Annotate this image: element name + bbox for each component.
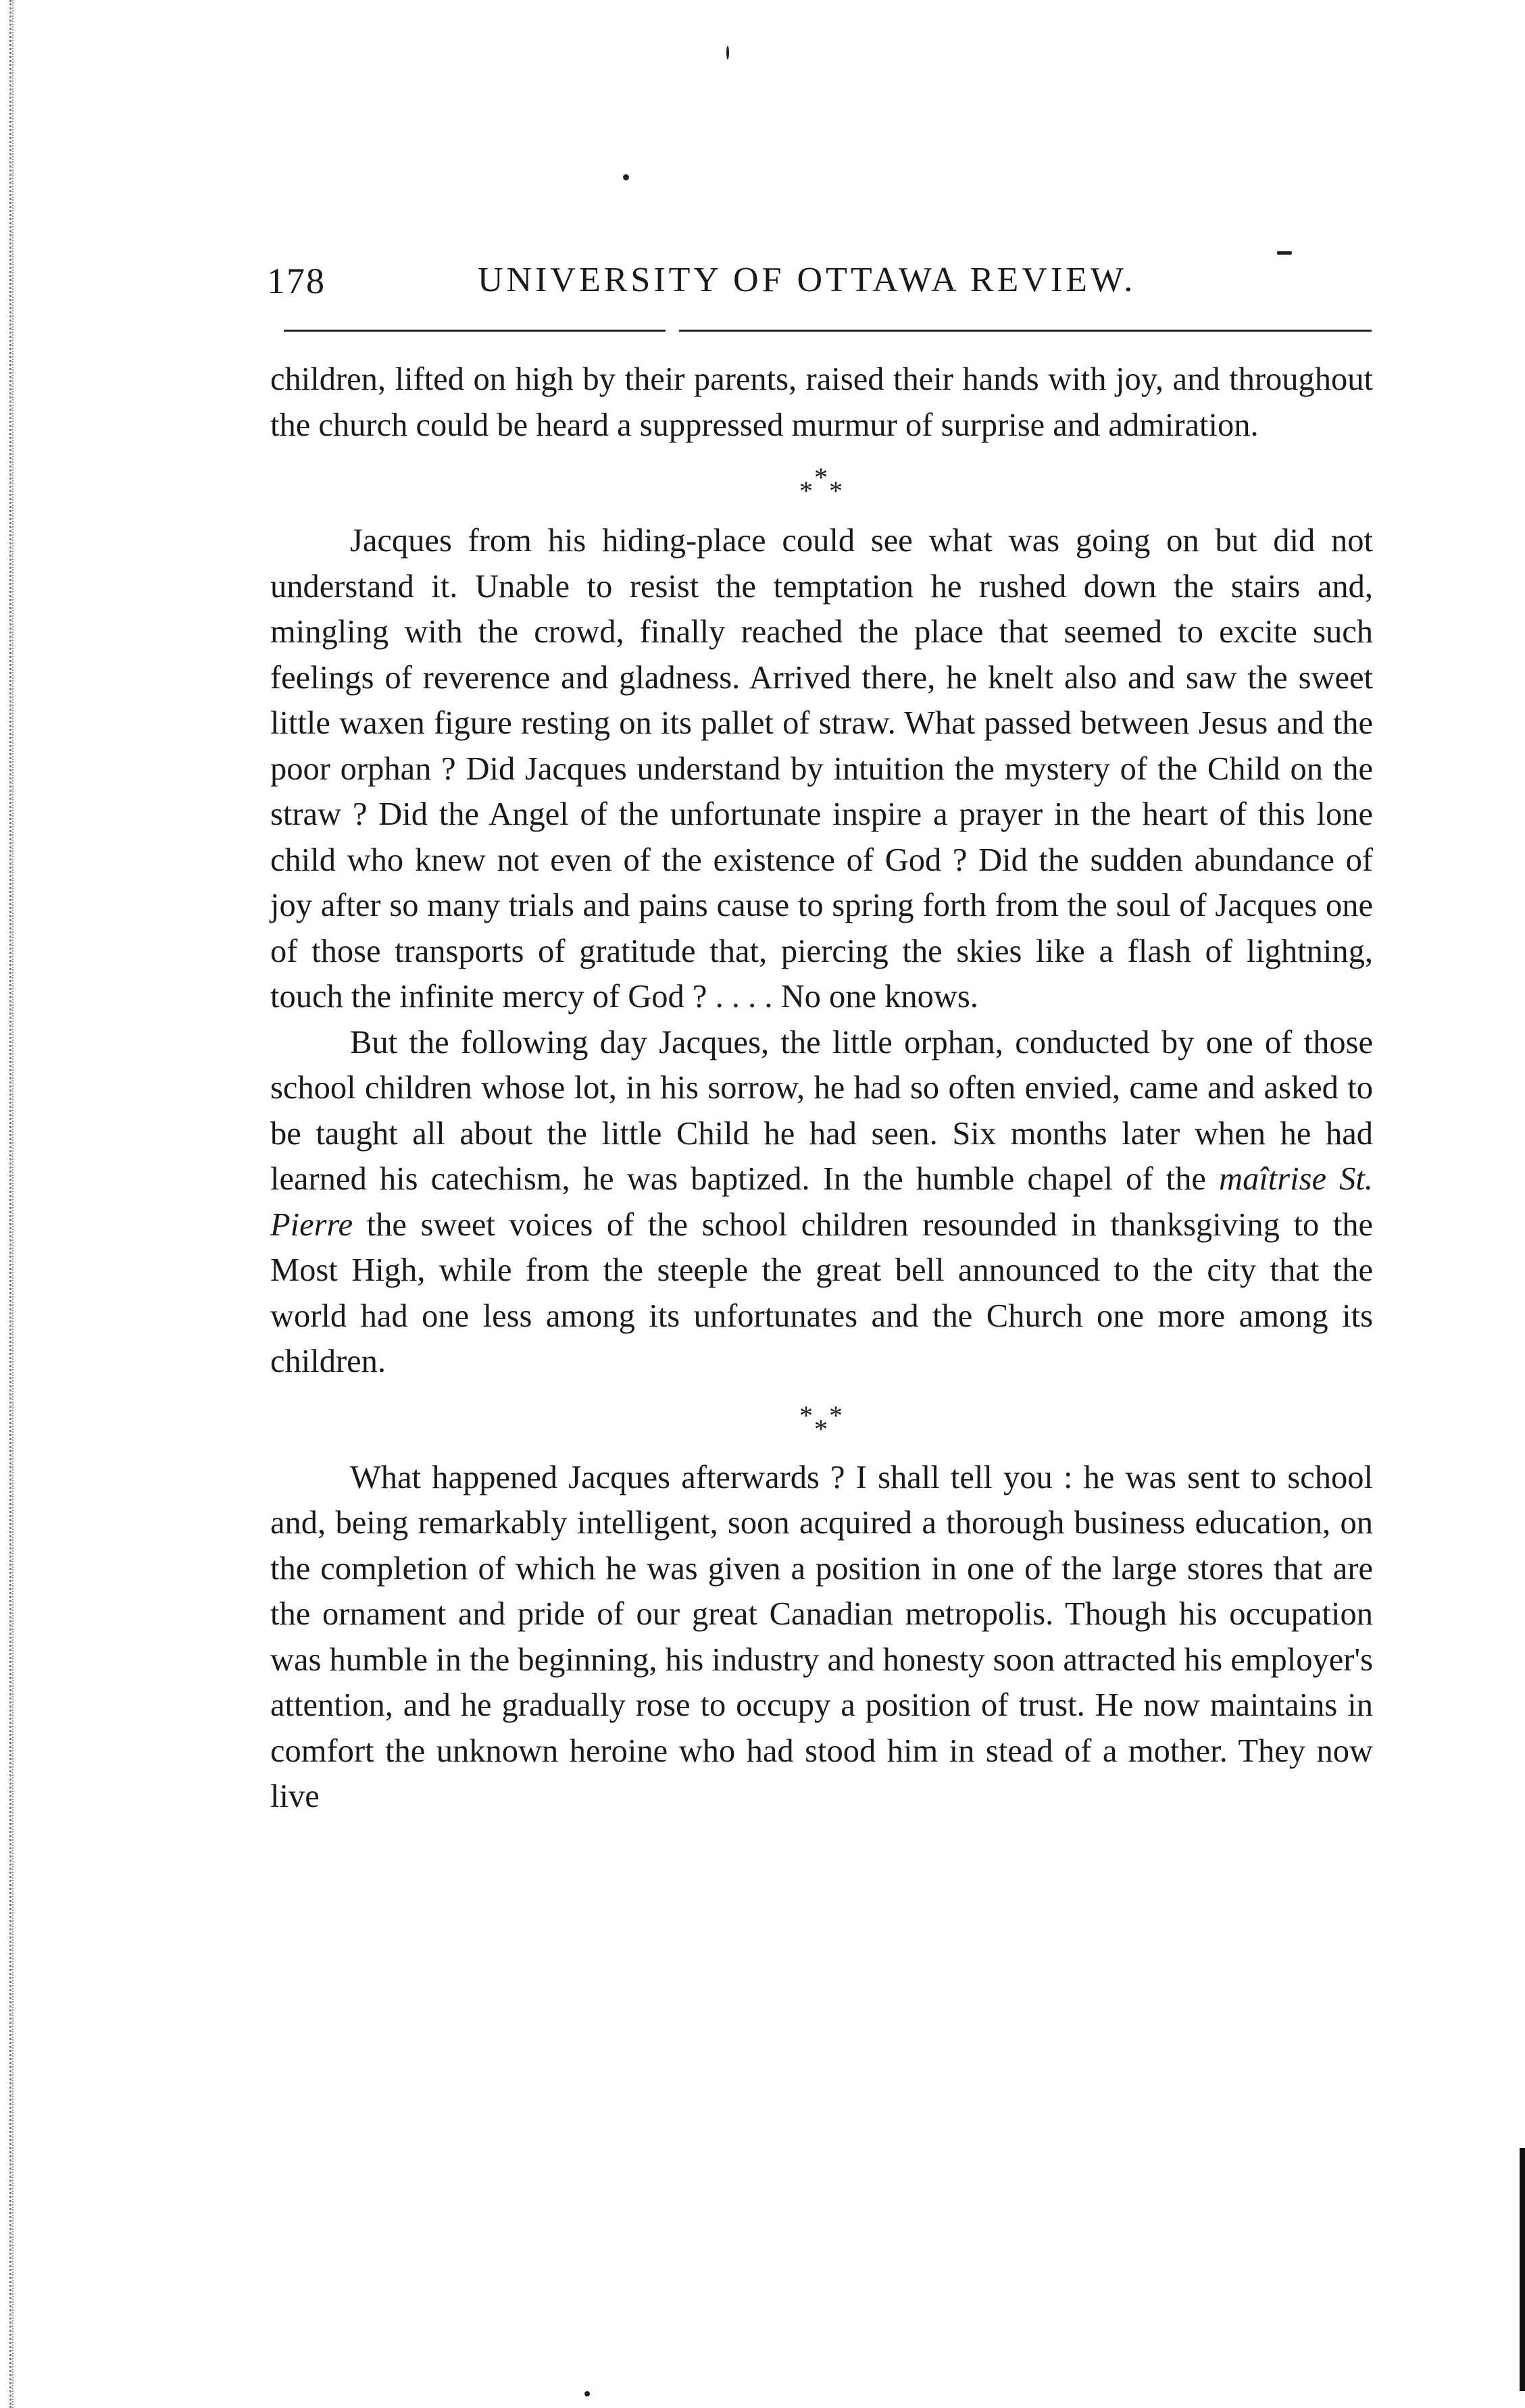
page-number: 178 (267, 261, 326, 301)
separator-star: * (799, 1400, 813, 1431)
header-rule-gap (666, 330, 679, 332)
scan-edge-left (0, 0, 11, 2408)
separator-star: * (814, 462, 828, 492)
scan-edge-left-inner (12, 0, 16, 2408)
header-rule (284, 330, 1372, 332)
section-separator (270, 1385, 1373, 1455)
page-header (267, 260, 1375, 314)
scan-edge-right (1520, 2148, 1525, 2391)
paragraph (270, 1020, 1373, 1385)
running-title: UNIVERSITY OF OTTAWA REVIEW. (478, 261, 1136, 299)
paragraph: Jacques from his hiding-place could see what was going on but did not understand it. Unable to resist the temptation he rushed down the stairs and, mingling with the crowd, finally reached the place that seemed to excite such feelings of reverence and gladness. Arrived there, he knelt also and saw the sweet little waxen figure resting on its pallet of straw. What passed between Jesus and the poor orphan ? Did Jacques understand by intuition the mystery of the Child on the straw ? Did the Angel of the unfortunate inspire a prayer in the heart of this lone child who knew not even of the existence of God ? Did the sudden abundance of joy after so many trials and pains cause to spring forth from the soul of Jacques one of those transports of gratitude that, piercing the skies like a flash of lightning, touch the infinite mercy of God ? . . . . No one knows. (270, 523, 1373, 1015)
article-body (270, 357, 1373, 1820)
scan-speck (584, 2391, 590, 2397)
separator-star: * (799, 476, 813, 506)
separator-star: * (829, 476, 843, 506)
paragraph-text: the sweet voices of the school children resounded in thanksgiving to the Most High, while from the steeple the great bell announced to the city that the world had one less among its unfortunates and the Church one more among its children. (270, 1206, 1373, 1379)
scan-speck (726, 46, 729, 59)
paragraph: What happened Jacques afterwards ? I shall tell you : he was sent to school and, being remarkably intelligent, soon acquired a thorough business education, on the completion of which he was given a position in one of the large stores that are the ornament and pride of our great Canadian metropolis. Though his occupation was humble in the beginning, his industry and honesty soon attracted his employer's attention, and he gradually rose to occupy a position of trust. He now maintains in comfort the unknown heroine who had stood him in stead of a mother. They now live (270, 1459, 1373, 1814)
scan-speck (1277, 251, 1292, 255)
separator-star: * (829, 1400, 843, 1431)
paragraph-text: But the following day Jacques, the little orphan, conducted by one of those school children whose lot, in his sorrow, he had so often envied, came and asked to be taught all about the little Child he had seen. Six months later when he had learned his catechism, he was baptized. In the humble chapel of the (270, 1024, 1373, 1197)
paragraph: children, lifted on high by their parents, raised their hands with joy, and throughout the church could be heard a suppressed murmur of surprise and admiration. (270, 361, 1373, 443)
separator-star: * (814, 1413, 828, 1444)
section-separator (270, 448, 1373, 518)
scan-speck (623, 174, 629, 180)
italic-place-name: maîtrise St. Pierre (270, 1161, 1374, 1243)
